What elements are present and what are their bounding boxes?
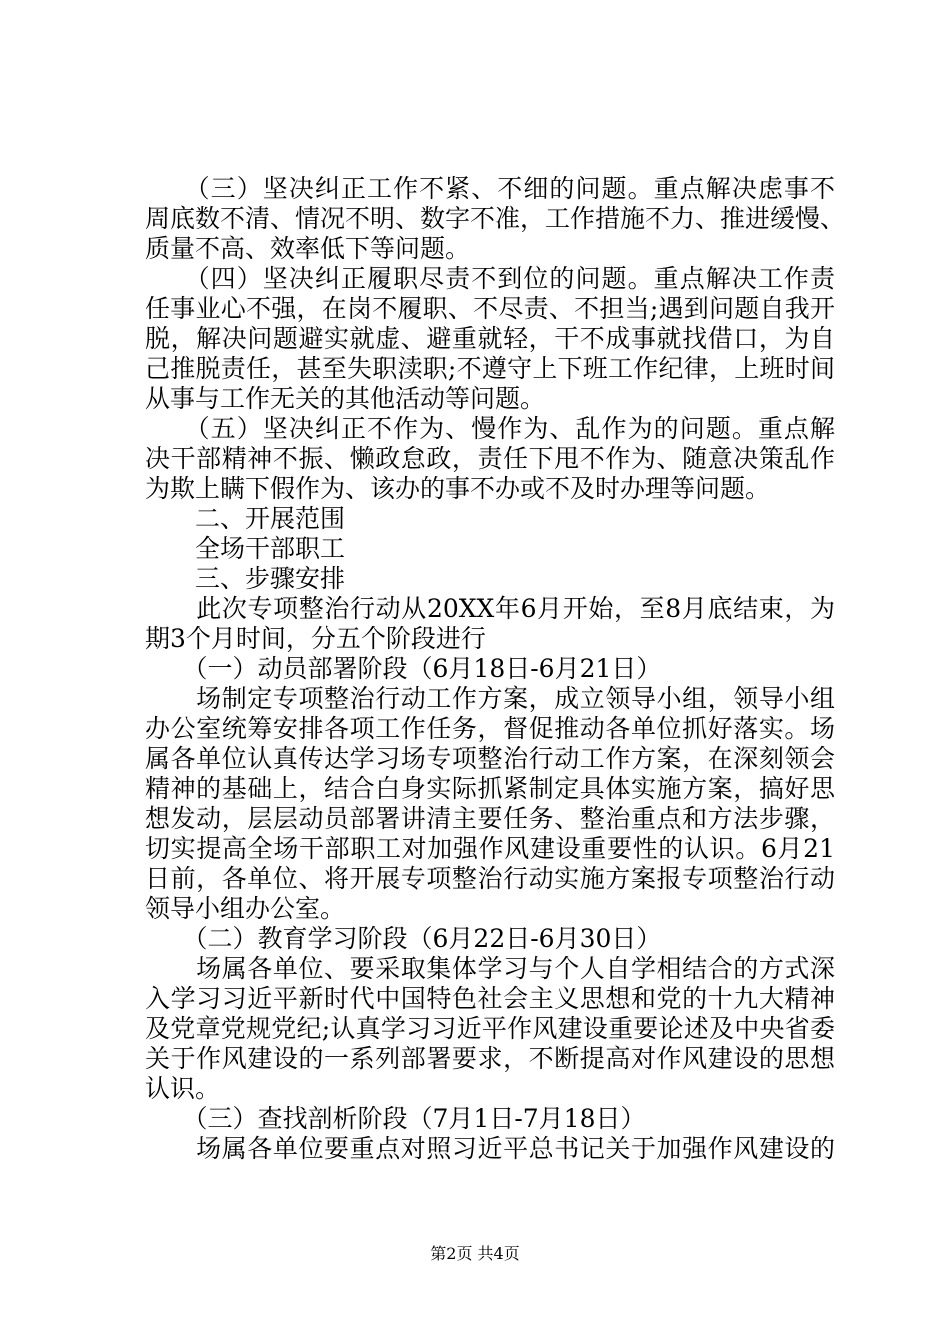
text-line: 为欺上瞒下假作为、该办的事不办或不及时办理等问题。	[145, 474, 771, 503]
text-line: 及党章党规党纪;认真学习习近平作风建设重要论述及中央省委	[145, 1014, 835, 1043]
text-line: 质量不高、效率低下等问题。	[145, 234, 471, 263]
text-line: 己推脱责任，甚至失职渎职;不遵守上下班工作纪律，上班时间	[145, 354, 835, 383]
text-line: 此次专项整治行动从20XX年6月开始，至8月底结束，为	[145, 594, 835, 623]
text-line: 周底数不清、情况不明、数字不准，工作措施不力、推进缓慢、	[145, 204, 846, 233]
text-line: （一）动员部署阶段（6月18日-6月21日）	[145, 654, 662, 683]
text-line: （四）坚决纠正履职尽责不到位的问题。重点解决工作责	[145, 264, 835, 293]
text-line: 想发动，层层动员部署讲清主要任务、整治重点和方法步骤，	[145, 804, 835, 833]
text-line: 精神的基础上，结合白身实际抓紧制定具体实施方案，搞好思	[145, 774, 835, 803]
text-line: 日前，各单位、将开展专项整治行动实施方案报专项整治行动	[145, 864, 835, 893]
text-line: 办公室统筹安排各项工作任务，督促推动各单位抓好落实。场	[145, 714, 835, 743]
document-body	[145, 174, 846, 1164]
text-line: 期3个月时间，分五个阶段进行	[145, 624, 486, 653]
text-line: 脱，解决问题避实就虚、避重就轻，干不成事就找借口，为自	[145, 324, 835, 353]
text-line: 任事业心不强，在岗不履职、不尽责、不担当;遇到问题自我开	[145, 294, 835, 323]
text-line: （三）查找剖析阶段（7月1日-7月18日）	[145, 1104, 646, 1133]
text-line: 三、步骤安排	[145, 564, 346, 593]
text-line: 场制定专项整治行动工作方案，成立领导小组，领导小组	[145, 684, 835, 713]
text-line: 认识。	[145, 1074, 221, 1103]
text-line: 全场干部职工	[145, 534, 346, 563]
text-line: （五）坚决纠正不作为、慢作为、乱作为的问题。重点解	[145, 414, 835, 443]
text-line: 属各单位认真传达学习场专项整治行动工作方案，在深刻领会	[145, 744, 835, 773]
text-line: 关于作风建设的一系列部署要求，不断提高对作风建设的思想	[145, 1044, 835, 1073]
page-footer: 第2页 共4页	[430, 1244, 520, 1263]
text-line: 入学习习近平新时代中国特色社会主义思想和党的十九大精神	[145, 984, 835, 1013]
text-line: 二、开展范围	[145, 504, 346, 533]
text-line: （二）教育学习阶段（6月22日-6月30日）	[145, 924, 662, 953]
text-line: 场属各单位、要采取集体学习与个人自学相结合的方式深	[145, 954, 835, 983]
text-line: 从事与工作无关的其他活动等问题。	[145, 384, 546, 413]
text-line: 场属各单位要重点对照习近平总书记关于加强作风建设的	[145, 1134, 835, 1163]
text-line: （三）坚决纠正工作不紧、不细的问题。重点解决虑事不	[145, 174, 835, 203]
text-line: 切实提高全场干部职工对加强作风建设重要性的认识。6月21	[145, 834, 835, 863]
text-line: 领导小组办公室。	[145, 894, 346, 923]
text-line: 决干部精神不振、懒政怠政，责任下甩不作为、随意决策乱作	[145, 444, 835, 473]
